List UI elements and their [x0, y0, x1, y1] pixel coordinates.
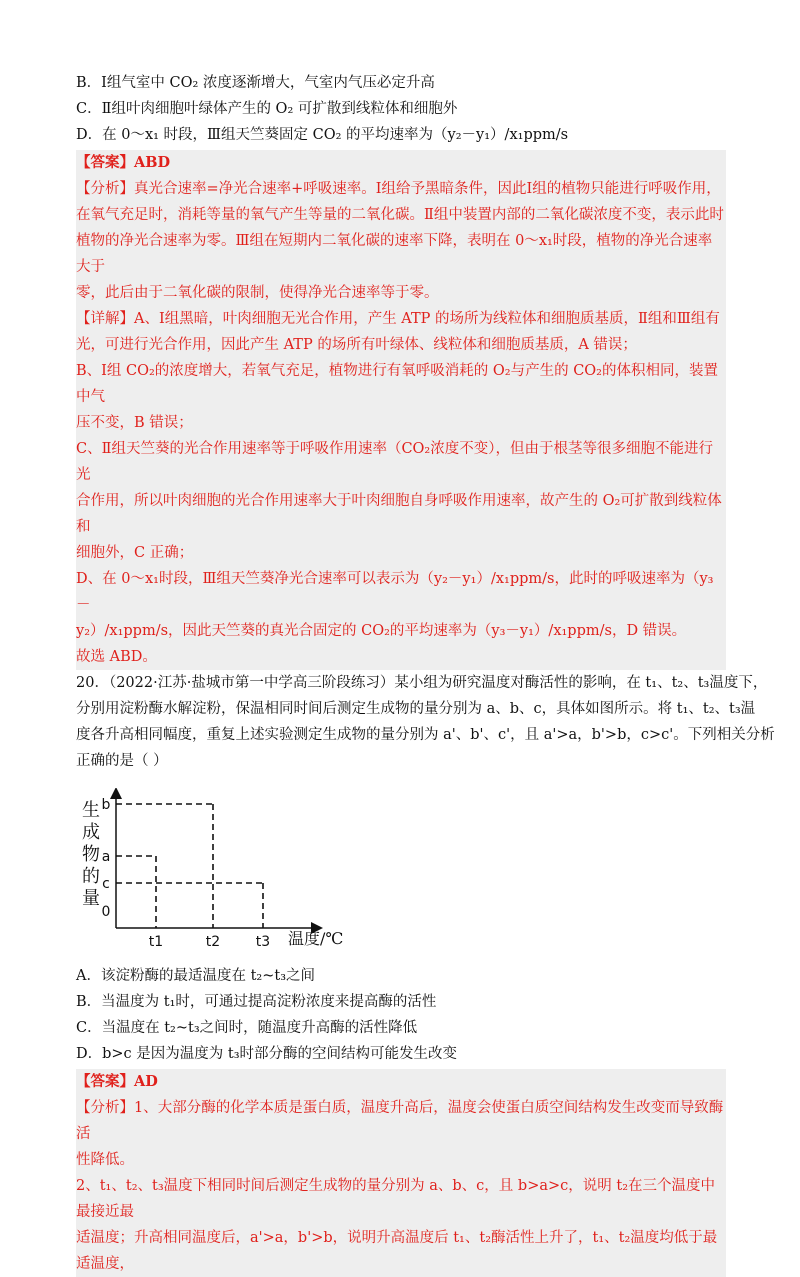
q19-option-c: C．Ⅱ组叶肉细胞叶绿体产生的 O₂ 可扩散到线粒体和细胞外	[76, 101, 458, 117]
q20-solution-box	[76, 1069, 726, 1277]
q20-answer: 【答案】AD	[76, 1073, 158, 1090]
q20-analysis-line: 【分析】1、大部分酶的化学本质是蛋白质，温度升高后，温度会使蛋白质空间结构发生改变而导致酶活	[76, 1100, 724, 1142]
y-tick-label: 0	[101, 904, 111, 920]
chart-marks	[102, 797, 271, 950]
q19-detail-line: 细胞外，C 正确；	[76, 545, 194, 561]
y-axis-label-char: 量	[82, 888, 100, 909]
x-axis-label: 温度/℃	[288, 929, 344, 948]
q19-detail-line: 故选 ABD。	[76, 649, 157, 665]
q20-analysis-line: 适温度；升高相同温度后，a'>a，b'>b，说明升高温度后 t₁、t₂酶活性上升了，t₁、t₂温度均低于最适温度，	[76, 1230, 718, 1272]
q19-detail-line: y₂）/x₁ppm/s，因此天竺葵的真光合固定的 CO₂的平均速率为（y₃－y₁）/x₁ppm/s，D 错误。	[76, 623, 687, 639]
q19-detail-line: C、Ⅱ组天竺葵的光合作用速率等于呼吸作用速率（CO₂浓度不变），但由于根茎等很多细胞不能进行光	[76, 441, 713, 483]
q19-analysis	[76, 176, 726, 306]
q20-options	[76, 963, 726, 1067]
y-tick-label: b	[101, 797, 111, 813]
document-page	[76, 70, 775, 1277]
q19-analysis-line: 植物的净光合速率为零。Ⅲ组在短期内二氧化碳的速率下降，表明在 0～x₁时段，植物的净光合速率大于	[76, 233, 713, 275]
q19-detail-line: 【详解】A、Ⅰ组黑暗，叶肉细胞无光合作用，产生 ATP 的场所为线粒体和细胞质基质，Ⅱ组和Ⅲ组有	[76, 311, 720, 327]
q20-stem-line: 正确的是（ ）	[76, 753, 168, 769]
q20-option-c: C．当温度在 t₂~t₃之间时，随温度升高酶的活性降低	[76, 1020, 418, 1036]
q20-stem	[76, 670, 775, 774]
q19-option-b: B．Ⅰ组气室中 CO₂ 浓度逐渐增大，气室内气压必定升高	[76, 75, 435, 91]
q19-detail	[76, 306, 726, 670]
q19-answer: 【答案】ABD	[76, 154, 171, 171]
q19-analysis-line: 【分析】真光合速率=净光合速率+呼吸速率。Ⅰ组给予黑暗条件，因此Ⅰ组的植物只能进行呼吸作用，	[76, 181, 721, 197]
q19-detail-line: 光，可进行光合作用，因此产生 ATP 的场所有叶绿体、线粒体和细胞质基质，A 错误；	[76, 337, 637, 353]
y-tick-label: c	[102, 876, 110, 892]
enzyme-chart	[76, 788, 726, 963]
q19-detail-line: B、Ⅰ组 CO₂的浓度增大，若氧气充足，植物进行有氧呼吸消耗的 O₂与产生的 CO₂的体积相同，装置中气	[76, 363, 718, 405]
q20-stem-line: 度各升高相同幅度，重复上述实验测定生成物的量分别为 a'、b'、c'，且 a'>a，b'>b，c>c'。下列相关分析	[76, 727, 775, 743]
q20-analysis	[76, 1095, 726, 1277]
q19-detail-line: D、在 0～x₁时段，Ⅲ组天竺葵净光合速率可以表示为（y₂－y₁）/x₁ppm/s，此时的呼吸速率为（y₃－	[76, 571, 714, 613]
x-tick-label: t3	[255, 934, 271, 950]
q20-analysis-line: 性降低。	[76, 1152, 134, 1168]
q19-detail-line: 压不变，B 错误；	[76, 415, 193, 431]
y-axis-label-char: 的	[82, 866, 100, 887]
q20-option-b: B．当温度为 t₁时，可通过提高淀粉浓度来提高酶的活性	[76, 994, 437, 1010]
q20-option-a: A．该淀粉酶的最适温度在 t₂~t₃之间	[76, 968, 316, 984]
q19-analysis-line: 在氧气充足时，消耗等量的氧气产生等量的二氧化碳。Ⅱ组中装置内部的二氧化碳浓度不变，表示此时	[76, 207, 724, 223]
y-axis-label-char: 物	[82, 844, 100, 865]
y-axis-label-char: 生	[82, 800, 100, 821]
q20-analysis-line: 2、t₁、t₂、t₃温度下相同时间后测定生成物的量分别为 a、b、c，且 b>a>c，说明 t₂在三个温度中最接近最	[76, 1178, 716, 1220]
q20-stem-line: 分别用淀粉酶水解淀粉，保温相同时间后测定生成物的量分别为 a、b、c，具体如图所示。将 t₁、t₂、t₃温	[76, 701, 756, 717]
x-tick-label: t2	[205, 934, 221, 950]
q19-solution-box	[76, 150, 726, 670]
q19-analysis-line: 零，此后由于二氧化碳的限制，使得净光合速率等于零。	[76, 285, 439, 301]
y-tick-label: a	[101, 849, 111, 865]
x-tick-label: t1	[148, 934, 164, 950]
y-axis-label-char: 成	[82, 822, 100, 843]
y-axis-label	[82, 800, 100, 909]
q19-option-d: D．在 0～x₁ 时段，Ⅲ组天竺葵固定 CO₂ 的平均速率为（y₂－y₁）/x₁ppm/s	[76, 127, 569, 143]
q20-option-d: D．b>c 是因为温度为 t₃时部分酶的空间结构可能发生改变	[76, 1046, 458, 1062]
q19-detail-line: 合作用，所以叶肉细胞的光合作用速率大于叶肉细胞自身呼吸作用速率，故产生的 O₂可扩散到线粒体和	[76, 493, 722, 535]
q20-stem-line: 20．（2022·江苏·盐城市第一中学高三阶段练习）某小组为研究温度对酶活性的影响，在 t₁、t₂、t₃温度下，	[76, 675, 768, 691]
